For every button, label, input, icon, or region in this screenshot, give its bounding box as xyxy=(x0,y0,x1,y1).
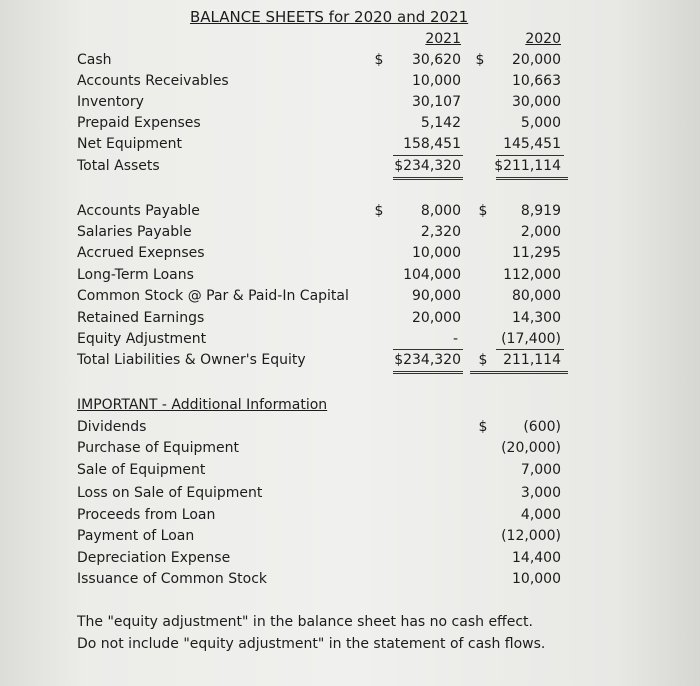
asset-value-2020: 5,000 xyxy=(520,115,561,131)
total-liabilities-2021: $234,320 xyxy=(394,352,461,368)
additional-item-label: Issuance of Common Stock xyxy=(77,571,267,587)
asset-label: Accounts Receivables xyxy=(77,73,229,89)
liability-label: Accrued Exepnses xyxy=(77,245,205,261)
asset-value-2021: 30,620 xyxy=(412,52,461,68)
dollar-sign: $ xyxy=(374,52,384,68)
total-rule xyxy=(393,371,463,372)
liability-value-2021: 104,000 xyxy=(403,267,461,283)
subtotal-rule xyxy=(393,155,463,156)
additional-item-label: Purchase of Equipment xyxy=(77,440,239,456)
total-rule xyxy=(393,177,463,178)
equity-value-2021: 90,000 xyxy=(412,288,461,304)
asset-label: Inventory xyxy=(77,94,144,110)
equity-label: Equity Adjustment xyxy=(77,331,207,347)
total-liabilities-2020: 211,114 xyxy=(503,352,561,368)
asset-label: Net Equipment xyxy=(77,136,183,152)
total-rule xyxy=(470,373,568,374)
equity-label: Retained Earnings xyxy=(77,310,205,326)
asset-value-2021: 5,142 xyxy=(420,115,461,131)
additional-info-heading: IMPORTANT - Additional Information xyxy=(77,397,328,413)
total-rule xyxy=(393,373,463,374)
liability-value-2020: 2,000 xyxy=(520,224,561,240)
liability-value-2021: 2,320 xyxy=(420,224,461,240)
total-assets-label: Total Assets xyxy=(77,158,160,174)
equity-value-2020: 14,300 xyxy=(512,310,561,326)
document-title: BALANCE SHEETS for 2020 and 2021 xyxy=(190,8,469,26)
equity-value-2020: (17,400) xyxy=(501,331,561,347)
subtotal-rule xyxy=(393,349,463,350)
asset-label: Prepaid Expenses xyxy=(77,115,201,131)
total-rule xyxy=(496,179,568,180)
total-assets-2020: $211,114 xyxy=(494,158,561,174)
equity-value-2021: 20,000 xyxy=(412,310,461,326)
asset-value-2021: 30,107 xyxy=(412,94,461,110)
liability-label: Long-Term Loans xyxy=(77,267,194,283)
total-liabilities-label: Total Liabilities & Owner's Equity xyxy=(77,352,306,368)
additional-item-label: Depreciation Expense xyxy=(77,550,231,566)
dollar-sign: $ xyxy=(475,52,485,68)
dollar-sign: $ xyxy=(478,419,488,435)
liability-value-2020: 112,000 xyxy=(503,267,561,283)
additional-item-label: Loss on Sale of Equipment xyxy=(77,485,263,501)
additional-item-value: 3,000 xyxy=(520,485,561,501)
liability-value-2021: 8,000 xyxy=(420,203,461,219)
asset-value-2020: 20,000 xyxy=(512,52,561,68)
liability-value-2020: 11,295 xyxy=(512,245,561,261)
total-rule xyxy=(496,177,568,178)
subtotal-rule xyxy=(496,155,564,156)
asset-value-2020: 145,451 xyxy=(503,136,561,152)
additional-item-value: 4,000 xyxy=(520,507,561,523)
additional-item-value: (20,000) xyxy=(501,440,561,456)
note-line: Do not include "equity adjustment" in the statement of cash flows. xyxy=(77,636,546,652)
additional-item-label: Sale of Equipment xyxy=(77,462,206,478)
liability-value-2020: 8,919 xyxy=(520,203,561,219)
asset-value-2020: 30,000 xyxy=(512,94,561,110)
additional-item-label: Proceeds from Loan xyxy=(77,507,216,523)
equity-value-2020: 80,000 xyxy=(512,288,561,304)
total-rule xyxy=(393,179,463,180)
column-header-2020: 2020 xyxy=(525,31,561,47)
liability-label: Salaries Payable xyxy=(77,224,192,240)
dollar-sign: $ xyxy=(478,203,488,219)
note-line: The "equity adjustment" in the balance sheet has no cash effect. xyxy=(77,614,533,630)
asset-label: Cash xyxy=(77,52,112,68)
subtotal-rule xyxy=(496,349,564,350)
equity-value-2021: - xyxy=(453,331,459,347)
asset-value-2020: 10,663 xyxy=(512,73,561,89)
column-header-2021: 2021 xyxy=(425,31,461,47)
liability-label: Accounts Payable xyxy=(77,203,200,219)
equity-label: Common Stock @ Par & Paid-In Capital xyxy=(77,288,349,304)
total-assets-2021: $234,320 xyxy=(394,158,461,174)
asset-value-2021: 158,451 xyxy=(403,136,461,152)
additional-item-label: Payment of Loan xyxy=(77,528,195,544)
liability-value-2021: 10,000 xyxy=(412,245,461,261)
dollar-sign: $ xyxy=(374,203,384,219)
asset-value-2021: 10,000 xyxy=(412,73,461,89)
additional-item-value: 10,000 xyxy=(512,571,561,587)
additional-item-value: (12,000) xyxy=(501,528,561,544)
total-rule xyxy=(470,371,568,372)
additional-item-value: 14,400 xyxy=(512,550,561,566)
additional-item-value: 7,000 xyxy=(520,462,561,478)
additional-item-label: Dividends xyxy=(77,419,147,435)
dollar-sign: $ xyxy=(478,352,488,368)
additional-item-value: (600) xyxy=(523,419,561,435)
